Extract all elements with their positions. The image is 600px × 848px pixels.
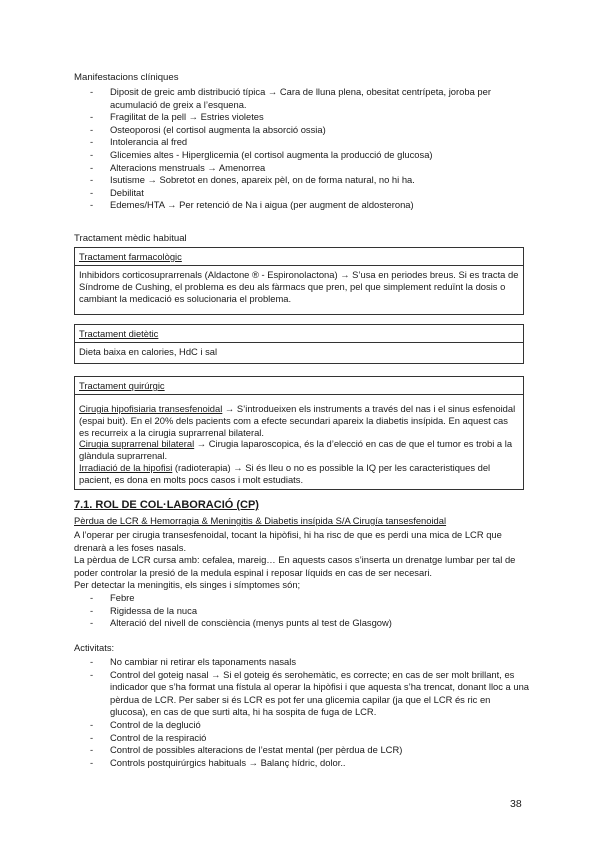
suprarrenal-text: → Cirugia laparoscopica, és la d’elecció en cas de que el tumor es trobi a la glàndula suprarrenal. xyxy=(79,438,513,462)
farmacologic-title: Tractament farmacològic xyxy=(75,248,523,266)
tractament-heading: Tractament mèdic habitual xyxy=(74,233,187,244)
list-item: - Febre xyxy=(90,592,530,605)
irradiacio-label: Irradiació de la hipofisi xyxy=(79,461,173,473)
quirurgic-suprarrenal xyxy=(79,438,519,462)
hipofisiaria-text: → S’introdueixen els instruments a través del nas i el sinus esfenoidal (espai buit). En el 20% dels pacients com a efecte secundari apareix la diabetis insípida. En aquest cas es recurreix a la cirugia suprarrenal bilateral. xyxy=(79,403,516,438)
farmacologic-box xyxy=(74,247,524,315)
list-item: - Glicemies altes - Hiperglicemia (el cortisol augmenta la producció de glucosa) xyxy=(90,149,530,162)
quirurgic-box xyxy=(74,376,524,490)
farmacologic-text: Inhibidors corticosuprarrenals (Aldactone ® - Espironolactona) → S’usa en periodes breus. Si es tracta de Síndrome de Cushing, el problema es deu als fàrmacs que pren, pel que simplement reduïnt la dosis o cambiant la medicació es solucionaria el problema. xyxy=(79,269,519,304)
list-item: - Control de la deglució xyxy=(90,719,530,732)
list-item: - Control de la respiració xyxy=(90,732,530,745)
list-item: - Isutisme → Sobretot en dones, apareix pèl, on de forma natural, no hi ha. xyxy=(90,174,530,187)
hipofisiaria-label: Cirugia hipofisiaria transesfenoidal xyxy=(79,403,223,414)
page-number: 38 xyxy=(510,798,522,810)
dietetic-text: Dieta baixa en calories, HdC i sal xyxy=(79,346,218,357)
irradiacio-text: (radioterapia) → Si és lleu o no es possible la IQ per les caracteristiques del pacient, es dona en molts pocs casos i molt estudiats. xyxy=(79,461,491,485)
list-item: - Diposit de greic amb distribució típica → Cara de lluna plena, obesitat centrípeta, joroba per acumulació de greix a l’esquena. xyxy=(90,86,530,111)
list-item: - Control de possibles alteracions de l’estat mental (per pèrdua de LCR) xyxy=(90,744,530,757)
list-item: - Osteoporosi (el cortisol augmenta la absorció ossia) xyxy=(90,124,530,137)
manifestacions-list xyxy=(90,86,530,212)
activitats-list xyxy=(90,656,530,769)
quirurgic-irradiacio xyxy=(79,462,519,486)
list-item: - Edemes/HTA → Per retenció de Na i aigua (per augment de aldosterona) xyxy=(90,199,530,212)
list-item: - Debilitat xyxy=(90,187,530,200)
signes-list xyxy=(90,592,530,630)
dietetic-box xyxy=(74,324,524,364)
dietetic-title: Tractament dietètic xyxy=(75,325,523,343)
suprarrenal-label: Cirugia suprarrenal bilateral xyxy=(79,438,195,450)
section-subtitle: Pèrdua de LCR & Hemorragia & Meningitis & Diabetis insípida S/A Cirugía tansesfenoidal xyxy=(74,515,447,526)
section-title: 7.1. ROL DE COL·LABORACIÓ (CP) xyxy=(74,499,259,511)
list-item: - No cambiar ni retirar els taponaments nasals xyxy=(90,656,530,669)
list-item: - Intolerancia al fred xyxy=(90,136,530,149)
list-item: - Rigidessa de la nuca xyxy=(90,605,530,618)
quirurgic-title: Tractament quirúrgic xyxy=(75,377,523,395)
rol-paragraph-2: La pèrdua de LCR cursa amb: cefalea, mareig… En aquests casos s’inserta un drenatge lumbar per tal de poder controlar la presió de la medula espinal i reposar líquids en cas de ser necesari. xyxy=(74,554,516,578)
activitats-heading: Activitats: xyxy=(74,642,115,653)
list-item: - Fragilitat de la pell → Estries violetes xyxy=(90,111,530,124)
rol-paragraph-1: A l’operar per cirugia transesfenoidal, tocant la hipòfisi, hi ha risc de que es perdi una mica de LCR que drenarà a les foses nasals. xyxy=(74,529,502,553)
list-item: - Alteracions menstruals → Amenorrea xyxy=(90,162,530,175)
list-item: - Alteració del nivell de consciència (menys punts al test de Glasgow) xyxy=(90,617,530,630)
list-item: - Control del goteig nasal → Si el goteig és serohemàtic, es correcte; en cas de ser molt brillant, es indicador que s’ha format una fístula al operar la hipòfisi i que aquesta s’ha trencat, donant lloc a una pèrdua de LCR. Per saber si és LCR es pot fer una glicemia capilar (ja que el LCR és ric en glucosa), en cas de que surti alta, hi ha sospita de fuga de LCR. xyxy=(90,669,530,719)
manifestacions-heading: Manifestacions clíniques xyxy=(74,72,179,83)
quirurgic-hipofisiaria xyxy=(79,403,519,438)
list-item: - Controls postquirúrgics habituals → Balanç hídric, dolor.. xyxy=(90,757,530,770)
rol-paragraph-3: Per detectar la meningitis, els singes i símptomes són; xyxy=(74,579,301,590)
